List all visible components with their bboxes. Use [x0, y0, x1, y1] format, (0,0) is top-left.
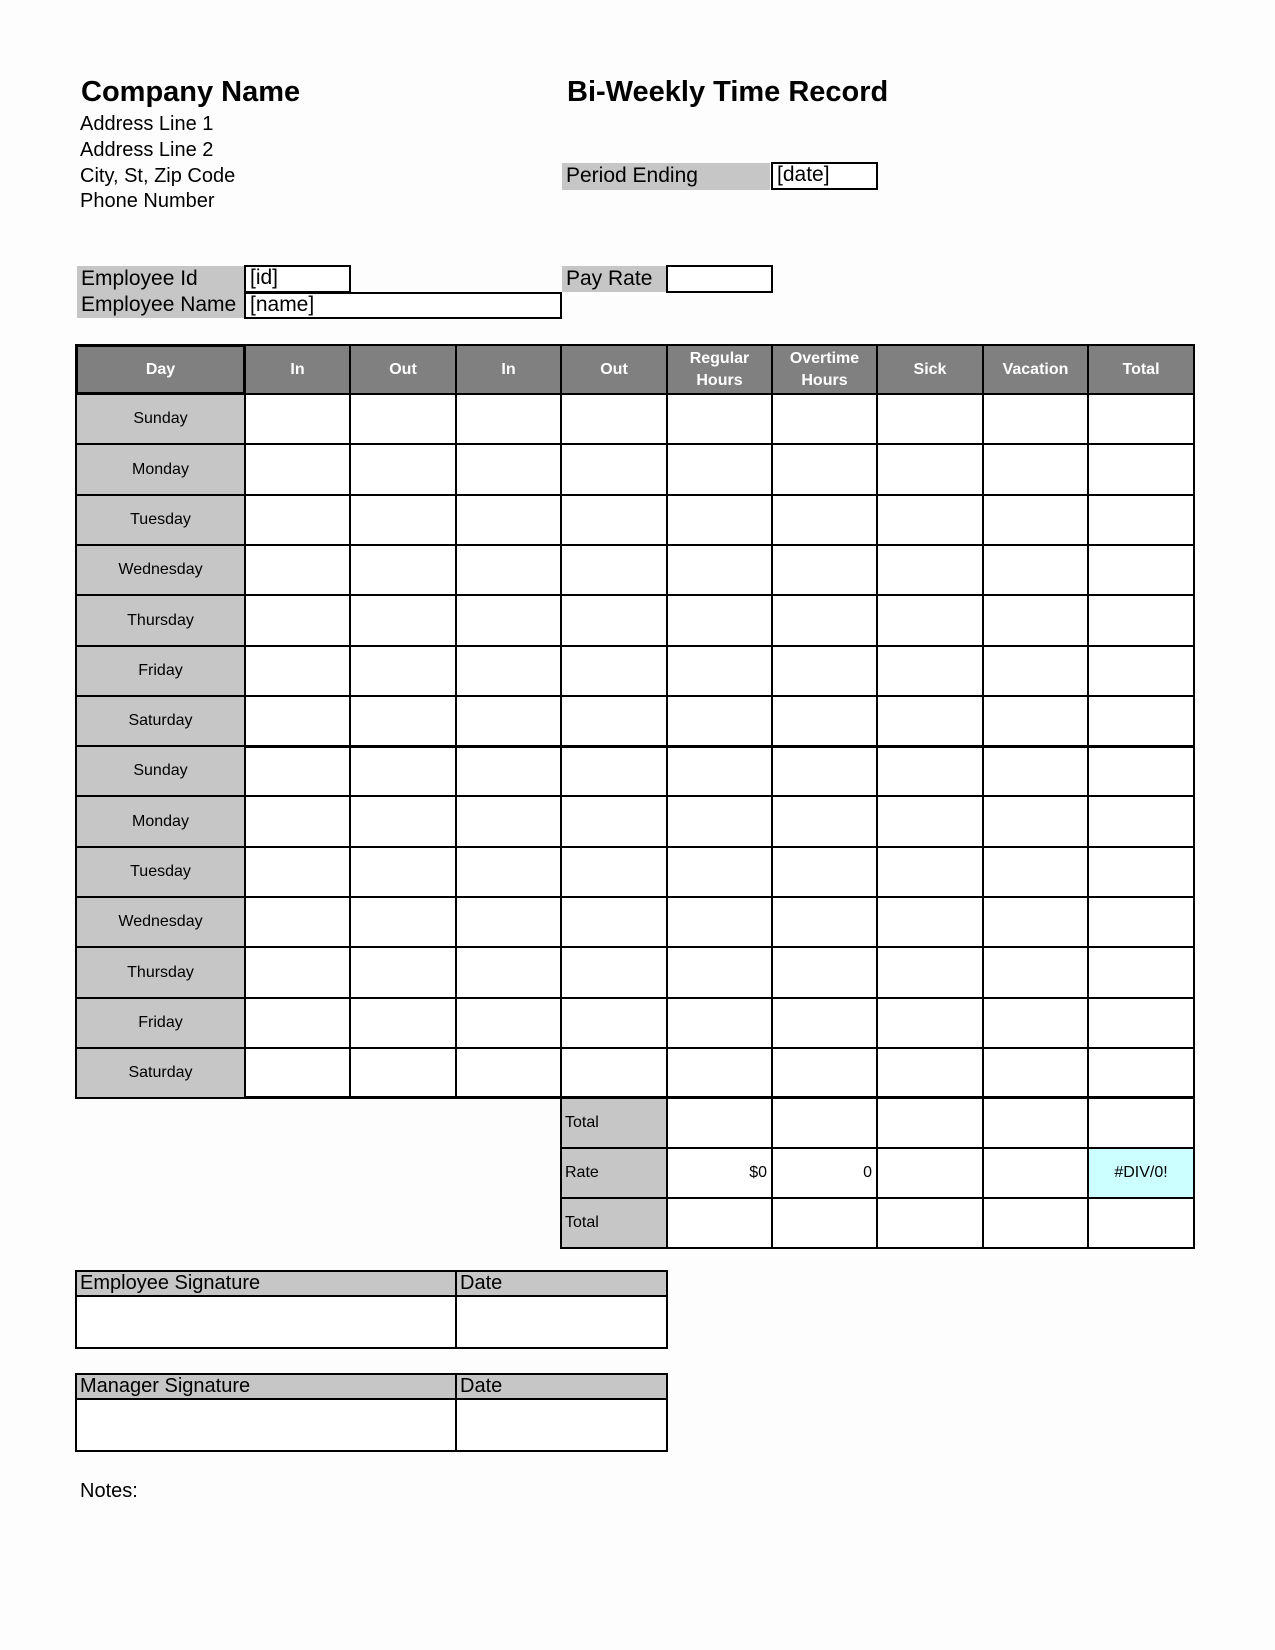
- day-label: Saturday: [75, 695, 246, 747]
- time-cell-overtime-hours[interactable]: [771, 795, 878, 848]
- time-cell-in-1[interactable]: [244, 795, 351, 848]
- time-cell-sick[interactable]: [876, 695, 984, 747]
- time-cell-in-1[interactable]: [244, 997, 351, 1049]
- time-cell-out-1[interactable]: [349, 846, 457, 898]
- time-cell-vacation[interactable]: [982, 896, 1089, 948]
- company-name: Company Name: [81, 76, 301, 108]
- summary-label: Total: [560, 1197, 668, 1249]
- time-cell-total[interactable]: [1087, 846, 1195, 898]
- pay-rate-field[interactable]: [666, 265, 773, 293]
- time-cell-regular-hours[interactable]: [666, 1047, 773, 1099]
- summary-overtime-cell[interactable]: [771, 1197, 878, 1249]
- time-cell-overtime-hours[interactable]: [771, 946, 878, 999]
- time-cell-vacation[interactable]: [982, 594, 1089, 647]
- time-cell-out-2[interactable]: [560, 594, 668, 647]
- time-cell-regular-hours[interactable]: [666, 997, 773, 1049]
- time-cell-sick[interactable]: [876, 997, 984, 1049]
- time-cell-in-2[interactable]: [455, 544, 562, 596]
- time-cell-sick[interactable]: [876, 494, 984, 546]
- time-cell-out-1[interactable]: [349, 795, 457, 848]
- time-cell-out-2[interactable]: [560, 1047, 668, 1099]
- time-cell-regular-hours[interactable]: [666, 946, 773, 999]
- summary-label: Rate: [560, 1147, 668, 1199]
- time-cell-sick[interactable]: [876, 745, 984, 797]
- day-label: Tuesday: [75, 846, 246, 898]
- time-cell-out-1[interactable]: [349, 544, 457, 596]
- summary-vacation-cell[interactable]: [982, 1147, 1089, 1199]
- time-cell-vacation[interactable]: [982, 946, 1089, 999]
- time-cell-out-1[interactable]: [349, 695, 457, 747]
- time-cell-regular-hours[interactable]: [666, 695, 773, 747]
- time-cell-out-2[interactable]: [560, 443, 668, 496]
- summary-vacation-cell[interactable]: [982, 1097, 1089, 1149]
- summary-regular-cell[interactable]: $0: [666, 1147, 773, 1199]
- summary-total-cell[interactable]: #DIV/0!: [1087, 1147, 1195, 1199]
- time-cell-in-1[interactable]: [244, 946, 351, 999]
- day-label: Tuesday: [75, 494, 246, 546]
- phone-number: Phone Number: [80, 190, 215, 212]
- manager-date-field[interactable]: [455, 1398, 668, 1452]
- time-cell-overtime-hours[interactable]: [771, 695, 878, 747]
- column-header-in-1: In: [244, 344, 351, 395]
- time-cell-regular-hours[interactable]: [666, 745, 773, 797]
- time-cell-overtime-hours[interactable]: [771, 846, 878, 898]
- column-header-vacation: Vacation: [982, 344, 1089, 395]
- time-cell-sick[interactable]: [876, 393, 984, 445]
- time-cell-in-2[interactable]: [455, 645, 562, 697]
- time-cell-in-1[interactable]: [244, 544, 351, 596]
- time-cell-in-1[interactable]: [244, 896, 351, 948]
- time-cell-in-2[interactable]: [455, 494, 562, 546]
- time-cell-regular-hours[interactable]: [666, 494, 773, 546]
- time-cell-regular-hours[interactable]: [666, 594, 773, 647]
- employee-name-label: Employee Name: [77, 292, 244, 318]
- time-cell-regular-hours[interactable]: [666, 544, 773, 596]
- time-cell-sick[interactable]: [876, 645, 984, 697]
- time-cell-out-2[interactable]: [560, 997, 668, 1049]
- day-label: Friday: [75, 645, 246, 697]
- pay-rate-label: Pay Rate: [562, 266, 666, 292]
- time-cell-regular-hours[interactable]: [666, 645, 773, 697]
- summary-sick-cell[interactable]: [876, 1197, 984, 1249]
- time-cell-in-1[interactable]: [244, 695, 351, 747]
- time-cell-regular-hours[interactable]: [666, 896, 773, 948]
- time-cell-in-2[interactable]: [455, 1047, 562, 1099]
- period-ending-label: Period Ending: [562, 163, 770, 190]
- summary-regular-cell[interactable]: [666, 1097, 773, 1149]
- time-cell-in-2[interactable]: [455, 745, 562, 797]
- time-cell-in-1[interactable]: [244, 494, 351, 546]
- day-label: Sunday: [75, 393, 246, 445]
- column-header-out-1: Out: [349, 344, 457, 395]
- time-cell-vacation[interactable]: [982, 745, 1089, 797]
- time-cell-total[interactable]: [1087, 946, 1195, 999]
- summary-total-cell[interactable]: [1087, 1197, 1195, 1249]
- time-cell-total[interactable]: [1087, 795, 1195, 848]
- time-cell-total[interactable]: [1087, 393, 1195, 445]
- column-header-day: Day: [75, 344, 246, 395]
- time-cell-out-1[interactable]: [349, 745, 457, 797]
- time-cell-in-1[interactable]: [244, 846, 351, 898]
- time-cell-sick[interactable]: [876, 846, 984, 898]
- time-cell-in-1[interactable]: [244, 443, 351, 496]
- summary-vacation-cell[interactable]: [982, 1197, 1089, 1249]
- address-line-1: Address Line 1: [80, 113, 214, 135]
- time-cell-overtime-hours[interactable]: [771, 443, 878, 496]
- time-cell-vacation[interactable]: [982, 795, 1089, 848]
- employee-date-field[interactable]: [455, 1295, 668, 1349]
- time-cell-total[interactable]: [1087, 997, 1195, 1049]
- time-cell-out-1[interactable]: [349, 443, 457, 496]
- day-label: Thursday: [75, 946, 246, 999]
- day-label: Wednesday: [75, 544, 246, 596]
- summary-regular-cell[interactable]: [666, 1197, 773, 1249]
- time-cell-in-2[interactable]: [455, 695, 562, 747]
- time-cell-in-1[interactable]: [244, 745, 351, 797]
- time-cell-out-2[interactable]: [560, 846, 668, 898]
- document-title: Bi-Weekly Time Record: [567, 76, 889, 108]
- time-cell-in-1[interactable]: [244, 594, 351, 647]
- time-cell-vacation[interactable]: [982, 695, 1089, 747]
- time-cell-vacation[interactable]: [982, 443, 1089, 496]
- summary-label: Total: [560, 1097, 668, 1149]
- time-cell-sick[interactable]: [876, 946, 984, 999]
- time-cell-out-1[interactable]: [349, 594, 457, 647]
- time-cell-sick[interactable]: [876, 594, 984, 647]
- manager-signature-label: Manager Signature: [75, 1373, 457, 1400]
- summary-overtime-cell[interactable]: [771, 1097, 878, 1149]
- time-cell-vacation[interactable]: [982, 997, 1089, 1049]
- manager-date-label: Date: [455, 1373, 668, 1400]
- employee-id-label: Employee Id: [77, 266, 244, 292]
- time-cell-sick[interactable]: [876, 544, 984, 596]
- time-cell-overtime-hours[interactable]: [771, 1047, 878, 1099]
- day-label: Sunday: [75, 745, 246, 797]
- time-cell-regular-hours[interactable]: [666, 846, 773, 898]
- summary-total-cell[interactable]: [1087, 1097, 1195, 1149]
- address-line-2: Address Line 2: [80, 139, 214, 161]
- time-cell-out-1[interactable]: [349, 896, 457, 948]
- day-label: Saturday: [75, 1047, 246, 1099]
- time-cell-overtime-hours[interactable]: [771, 645, 878, 697]
- period-ending-field[interactable]: [date]: [771, 162, 878, 190]
- time-cell-sick[interactable]: [876, 443, 984, 496]
- time-cell-vacation[interactable]: [982, 846, 1089, 898]
- time-cell-total[interactable]: [1087, 544, 1195, 596]
- time-cell-out-1[interactable]: [349, 946, 457, 999]
- time-cell-in-2[interactable]: [455, 846, 562, 898]
- time-cell-out-2[interactable]: [560, 896, 668, 948]
- time-cell-out-1[interactable]: [349, 645, 457, 697]
- time-cell-regular-hours[interactable]: [666, 443, 773, 496]
- summary-sick-cell[interactable]: [876, 1097, 984, 1149]
- time-cell-in-2[interactable]: [455, 795, 562, 848]
- time-cell-out-1[interactable]: [349, 393, 457, 445]
- column-header-sick: Sick: [876, 344, 984, 395]
- time-cell-sick[interactable]: [876, 1047, 984, 1099]
- time-cell-out-2[interactable]: [560, 946, 668, 999]
- column-header-total: Total: [1087, 344, 1195, 395]
- notes-label: Notes:: [80, 1480, 138, 1502]
- day-label: Monday: [75, 443, 246, 496]
- time-cell-out-2[interactable]: [560, 695, 668, 747]
- time-cell-in-2[interactable]: [455, 594, 562, 647]
- time-cell-vacation[interactable]: [982, 645, 1089, 697]
- time-cell-total[interactable]: [1087, 896, 1195, 948]
- time-cell-regular-hours[interactable]: [666, 795, 773, 848]
- time-cell-in-1[interactable]: [244, 1047, 351, 1099]
- column-header-regular-hours: Regular Hours: [666, 344, 773, 395]
- time-cell-out-2[interactable]: [560, 494, 668, 546]
- day-label: Friday: [75, 997, 246, 1049]
- employee-signature-field[interactable]: [75, 1295, 457, 1349]
- employee-name-field[interactable]: [name]: [244, 292, 562, 319]
- time-cell-vacation[interactable]: [982, 544, 1089, 596]
- time-cell-out-2[interactable]: [560, 544, 668, 596]
- time-cell-out-2[interactable]: [560, 795, 668, 848]
- time-cell-out-2[interactable]: [560, 645, 668, 697]
- time-cell-in-1[interactable]: [244, 393, 351, 445]
- manager-signature-field[interactable]: [75, 1398, 457, 1452]
- day-label: Wednesday: [75, 896, 246, 948]
- time-cell-sick[interactable]: [876, 795, 984, 848]
- time-cell-total[interactable]: [1087, 443, 1195, 496]
- time-cell-overtime-hours[interactable]: [771, 393, 878, 445]
- day-label: Thursday: [75, 594, 246, 647]
- time-cell-vacation[interactable]: [982, 1047, 1089, 1099]
- time-cell-in-2[interactable]: [455, 997, 562, 1049]
- time-cell-total[interactable]: [1087, 645, 1195, 697]
- summary-sick-cell[interactable]: [876, 1147, 984, 1199]
- column-header-in-2: In: [455, 344, 562, 395]
- city-state-zip: City, St, Zip Code: [80, 165, 236, 187]
- time-cell-overtime-hours[interactable]: [771, 997, 878, 1049]
- time-cell-sick[interactable]: [876, 896, 984, 948]
- employee-date-label: Date: [455, 1270, 668, 1297]
- time-cell-out-2[interactable]: [560, 393, 668, 445]
- time-cell-out-2[interactable]: [560, 745, 668, 797]
- time-cell-in-2[interactable]: [455, 896, 562, 948]
- employee-id-field[interactable]: [id]: [244, 265, 351, 293]
- time-cell-total[interactable]: [1087, 745, 1195, 797]
- time-cell-overtime-hours[interactable]: [771, 896, 878, 948]
- time-cell-out-1[interactable]: [349, 997, 457, 1049]
- time-cell-in-2[interactable]: [455, 393, 562, 445]
- time-cell-regular-hours[interactable]: [666, 393, 773, 445]
- time-cell-in-2[interactable]: [455, 443, 562, 496]
- time-cell-total[interactable]: [1087, 1047, 1195, 1099]
- time-cell-out-1[interactable]: [349, 494, 457, 546]
- time-cell-total[interactable]: [1087, 494, 1195, 546]
- time-cell-in-1[interactable]: [244, 645, 351, 697]
- time-cell-in-2[interactable]: [455, 946, 562, 999]
- summary-overtime-cell[interactable]: 0: [771, 1147, 878, 1199]
- time-cell-overtime-hours[interactable]: [771, 745, 878, 797]
- time-cell-overtime-hours[interactable]: [771, 494, 878, 546]
- column-header-out-2: Out: [560, 344, 668, 395]
- time-cell-total[interactable]: [1087, 695, 1195, 747]
- column-header-overtime-hours: Overtime Hours: [771, 344, 878, 395]
- time-cell-vacation[interactable]: [982, 393, 1089, 445]
- time-cell-overtime-hours[interactable]: [771, 544, 878, 596]
- time-cell-total[interactable]: [1087, 594, 1195, 647]
- time-cell-out-1[interactable]: [349, 1047, 457, 1099]
- time-cell-vacation[interactable]: [982, 494, 1089, 546]
- time-cell-overtime-hours[interactable]: [771, 594, 878, 647]
- employee-signature-label: Employee Signature: [75, 1270, 457, 1297]
- day-label: Monday: [75, 795, 246, 848]
